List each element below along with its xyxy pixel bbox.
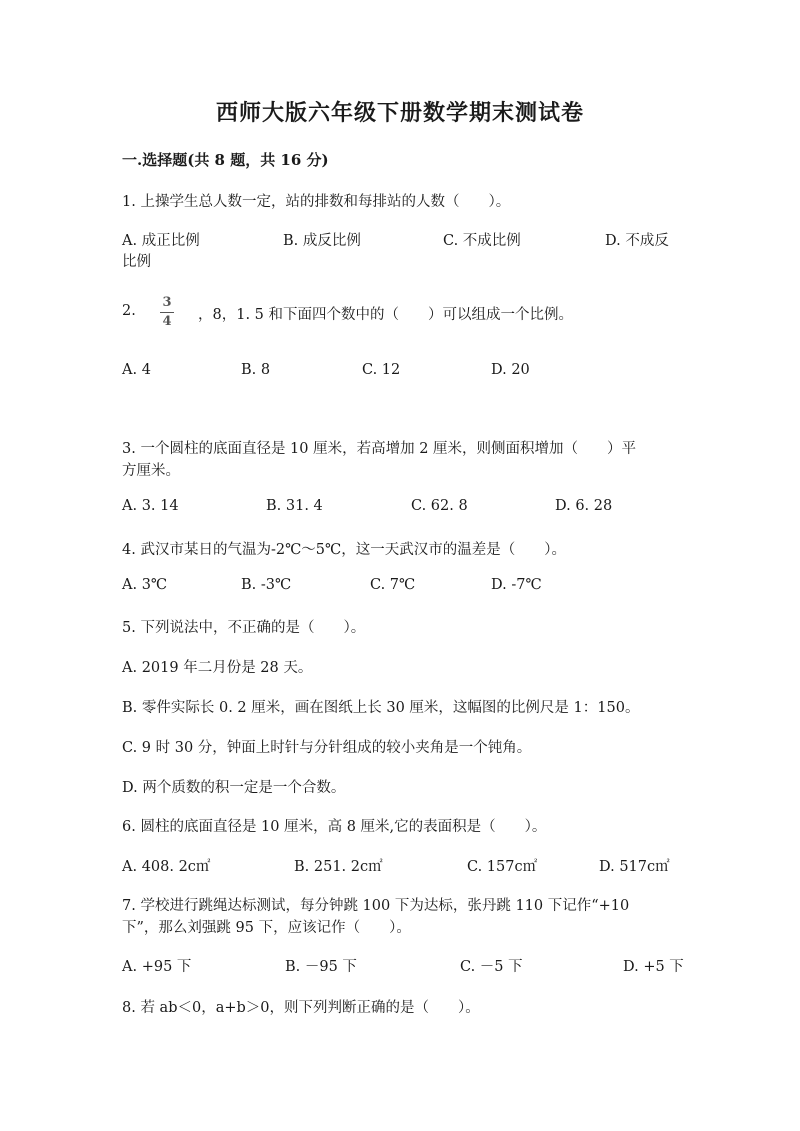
fraction-denominator: 4 [162, 314, 172, 329]
question-1-option-d-wrap: 比例 [122, 254, 151, 270]
question-1-stem: 1. 上操学生总人数一定，站的排数和每排站的人数（ ）。 [122, 194, 511, 210]
question-2-option-a: A. 4 [122, 362, 151, 378]
question-5-stem: 5. 下列说法中，不正确的是（ ）。 [122, 620, 366, 636]
question-4-stem: 4. 武汉市某日的气温为-2℃～5℃，这一天武汉市的温差是（ ）。 [122, 542, 566, 558]
question-4-option-c: C. 7℃ [370, 577, 416, 593]
question-4-option-a: A. 3℃ [122, 577, 168, 593]
question-4-option-b: B. -3℃ [241, 577, 292, 593]
question-3-stem-wrap: 方厘米。 [122, 463, 180, 479]
question-5-option-b: B. 零件实际长 0. 2 厘米，画在图纸上长 30 厘米，这幅图的比例尺是 1：150。 [122, 700, 640, 716]
question-3-option-a: A. 3. 14 [122, 498, 179, 514]
question-8-stem: 8. 若 ab＜0，a+b＞0，则下列判断正确的是（ ）。 [122, 1000, 480, 1016]
question-1-option-b: B. 成反比例 [283, 233, 361, 249]
question-2-option-b: B. 8 [241, 362, 271, 378]
question-7-option-b: B. －95 下 [285, 959, 357, 975]
question-5-option-a: A. 2019 年二月份是 28 天。 [122, 660, 313, 676]
question-7-stem: 7. 学校进行跳绳达标测试，每分钟跳 100 下为达标，张丹跳 110 下记作“+10 [122, 898, 630, 914]
question-5-option-d: D. 两个质数的积一定是一个合数。 [122, 780, 346, 796]
question-2-option-d: D. 20 [491, 362, 530, 378]
question-3-stem: 3. 一个圆柱的底面直径是 10 厘米，若高增加 2 厘米，则侧面积增加（ ）平 [122, 441, 637, 457]
fraction-three-quarters [160, 296, 174, 329]
question-5-option-c: C. 9 时 30 分，钟面上时针与分针组成的较小夹角是一个钝角。 [122, 740, 532, 756]
question-6-option-a: A. 408. 2c㎡ [122, 859, 211, 875]
question-6-option-d: D. 517c㎡ [599, 859, 670, 875]
question-1-option-c: C. 不成比例 [443, 233, 521, 249]
question-4-option-d: D. -7℃ [491, 577, 542, 593]
section-heading: 一.选择题(共 8 题，共 16 分) [122, 151, 329, 169]
question-1-option-a: A. 成正比例 [122, 233, 200, 249]
question-7-option-c: C. －5 下 [460, 959, 523, 975]
question-2-stem: ，8，1. 5 和下面四个数中的（ ）可以组成一个比例。 [198, 307, 574, 323]
fraction-numerator: 3 [162, 295, 172, 310]
question-3-option-b: B. 31. 4 [266, 498, 323, 514]
page-title: 西师大版六年级下册数学期末测试卷 [215, 100, 584, 126]
question-7-option-d: D. +5 下 [623, 959, 684, 975]
question-7-stem-wrap: 下”，那么刘强跳 95 下，应该记作（ ）。 [122, 920, 411, 936]
question-6-stem: 6. 圆柱的底面直径是 10 厘米，高 8 厘米,它的表面积是（ ）。 [122, 819, 547, 835]
fraction-bar [160, 312, 174, 313]
question-6-option-b: B. 251. 2c㎡ [294, 859, 383, 875]
question-7-option-a: A. +95 下 [122, 959, 192, 975]
question-2-option-c: C. 12 [362, 362, 401, 378]
question-6-option-c: C. 157c㎡ [467, 859, 538, 875]
question-3-option-d: D. 6. 28 [555, 498, 613, 514]
question-3-option-c: C. 62. 8 [411, 498, 468, 514]
question-2-number: 2. [122, 303, 136, 319]
question-1-option-d: D. 不成反 [605, 233, 669, 249]
